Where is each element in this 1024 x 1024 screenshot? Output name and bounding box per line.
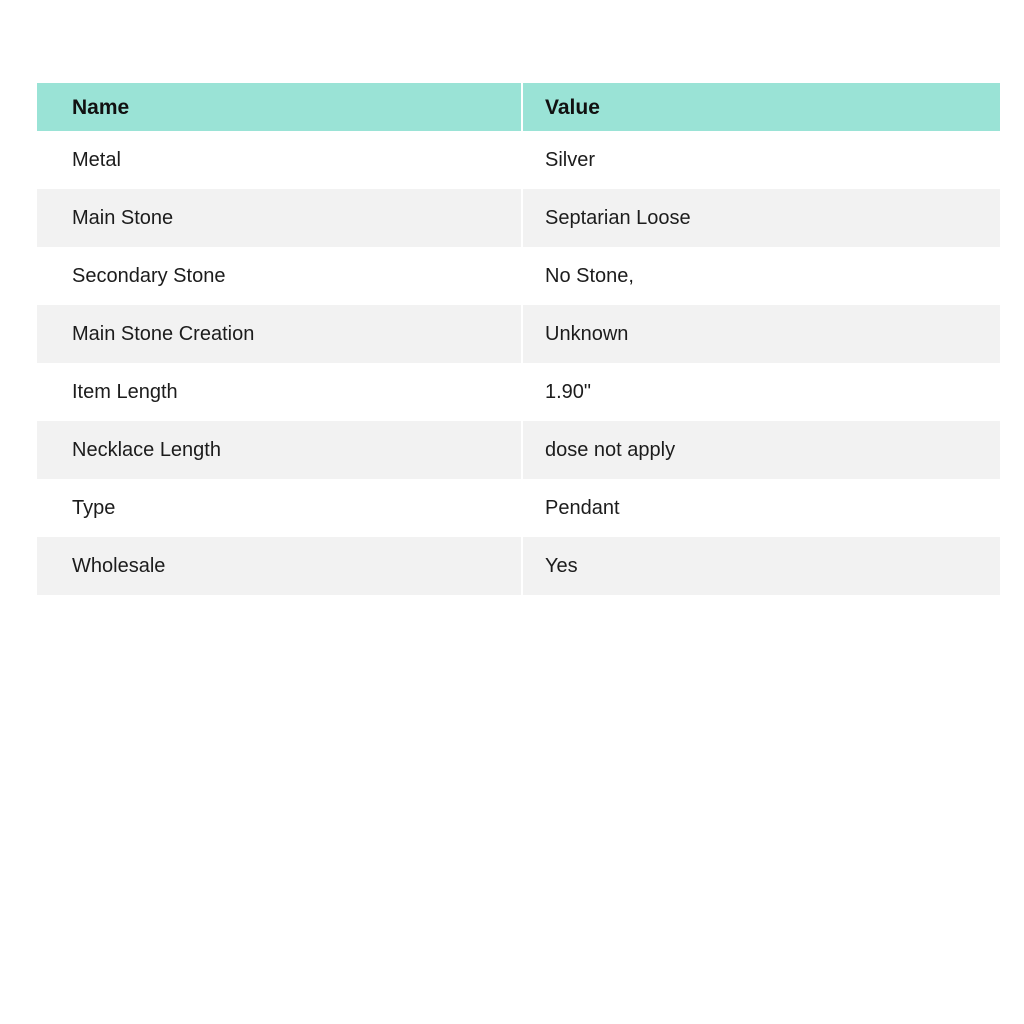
column-header-value: Value (545, 95, 600, 119)
cell-value: Unknown (545, 323, 629, 345)
table-row (37, 305, 1000, 363)
item-specifics-table (37, 83, 1000, 595)
cell-name: Item Length (37, 363, 523, 421)
table-header-row (37, 83, 1000, 131)
table-row (37, 479, 1000, 537)
table-row (37, 247, 1000, 305)
table-row (37, 189, 1000, 247)
cell-value: Silver (545, 149, 596, 171)
cell-name: Secondary Stone (37, 247, 523, 305)
table-row (37, 363, 1000, 421)
cell-name: Main Stone Creation (37, 305, 523, 363)
table-row (37, 131, 1000, 189)
cell-value: Pendant (545, 497, 620, 519)
cell-name: Metal (37, 131, 523, 189)
column-header-name: Name (37, 83, 523, 131)
cell-value: Yes (545, 555, 578, 577)
cell-value: No Stone, (545, 265, 634, 287)
cell-name: Main Stone (37, 189, 523, 247)
table-row (37, 537, 1000, 595)
cell-value: 1.90" (545, 381, 592, 403)
cell-value: Septarian Loose (545, 207, 691, 229)
cell-name: Wholesale (37, 537, 523, 595)
table-row (37, 421, 1000, 479)
cell-name: Type (37, 479, 523, 537)
cell-name: Necklace Length (37, 421, 523, 479)
cell-value: dose not apply (545, 439, 676, 461)
